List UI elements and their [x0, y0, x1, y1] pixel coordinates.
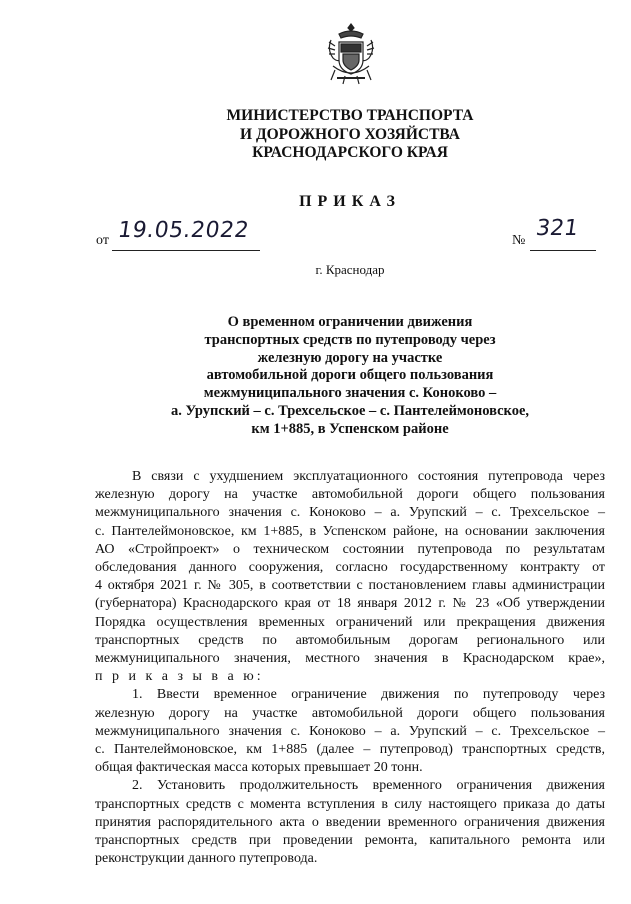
- text-line: реконструкции данного путепровода.: [95, 851, 318, 867]
- text-line: 4 октября 2021 г. № 305, в соответствии с постановлением главы администрации: [95, 578, 605, 594]
- handwritten-number: 321: [534, 216, 580, 241]
- order-word: п р и к а з ы в а ю:: [95, 669, 264, 685]
- item-2-paragraph: [95, 777, 605, 868]
- text-line: В связи с ухудшением эксплуатационного состояния путепровода через: [132, 469, 605, 484]
- ministry-name: [130, 107, 570, 163]
- coat-of-arms-icon: [325, 20, 377, 86]
- preamble-paragraph: [95, 468, 605, 686]
- text-line: межмуниципального значения, местного значения в Краснодарском крае»,: [95, 651, 605, 667]
- text-line: Порядка осуществления временных ограничений или прекращения движения: [95, 614, 605, 630]
- text-line: транспортных средств с момента вступления в силу настоящего приказа до даты: [95, 796, 605, 812]
- text-line: (губернатора) Краснодарского края от 18 января 2012 г. № 23 «Об утверждении: [95, 596, 605, 612]
- item-1-paragraph: [95, 686, 605, 777]
- date-underline: [112, 250, 260, 251]
- date-number-row: [96, 218, 606, 254]
- ministry-line: КРАСНОДАРСКОГО КРАЯ: [252, 144, 448, 161]
- subject-line: а. Урупский – с. Трехсельское – с. Пантелеймоновское,: [170, 402, 530, 419]
- text-line: железную дорогу на участке автомобильной дороги общего пользования: [95, 705, 605, 721]
- subject-line: межмуниципального значения с. Коноково –: [203, 385, 497, 402]
- city: г. Краснодар: [315, 262, 385, 277]
- text-line: общая фактическая масса которых превышает 20 тонн.: [95, 760, 423, 776]
- text-line: с. Пантелеймоновское, км 1+885 (далее – путепровод) транспортных средств,: [95, 742, 605, 758]
- handwritten-date: 19.05.2022: [116, 218, 251, 243]
- ministry-line: И ДОРОЖНОГО ХОЗЯЙСТВА: [240, 125, 460, 143]
- text-line: обследования данного сооружения, согласно государственному контракту от: [95, 560, 605, 576]
- order-subject: [110, 314, 590, 439]
- order-title: ПРИКАЗ: [299, 193, 401, 210]
- text-line: принятия распорядительного акта о введении временного ограничения движения: [95, 814, 605, 830]
- text-line: транспортных средств по автомобильным дорогам регионального или: [95, 632, 605, 648]
- subject-line: О временном ограничении движения: [227, 314, 473, 330]
- text-line: железную дорогу на участке автомобильной дороги общего пользования: [95, 487, 605, 503]
- text-line: транспортных средств при проведении ремонта, капитального ремонта или: [95, 833, 605, 849]
- text-line: 1. Ввести временное ограничение движения по путепроводу через: [132, 687, 605, 703]
- text-line: межмуниципального значения с. Коноково – а. Урупский – с. Трехсельское –: [95, 723, 605, 739]
- text-line: 2. Установить продолжительность временного ограничения движения: [132, 778, 605, 794]
- ministry-line: МИНИСТЕРСТВО ТРАНСПОРТА: [226, 107, 474, 124]
- order-body: [95, 468, 605, 868]
- subject-line: км 1+885, в Успенском районе: [251, 420, 449, 437]
- text-line: межмуниципального значения с. Коноково – а. Урупский – с. Трехсельское –: [95, 505, 605, 521]
- number-prefix: №: [512, 233, 526, 248]
- subject-line: автомобильной дороги общего пользования: [206, 367, 494, 384]
- subject-line: транспортных средств по путепроводу через: [204, 331, 496, 348]
- number-underline: [530, 250, 596, 251]
- date-prefix: от: [96, 233, 109, 248]
- subject-line: железную дорогу на участке: [257, 349, 443, 366]
- text-line: АО «Стройпроект» о техническом состоянии путепровода по результатам: [95, 541, 605, 557]
- text-line: с. Пантелеймоновское, км 1+885, в Успенском районе, на основании заключения: [95, 523, 605, 539]
